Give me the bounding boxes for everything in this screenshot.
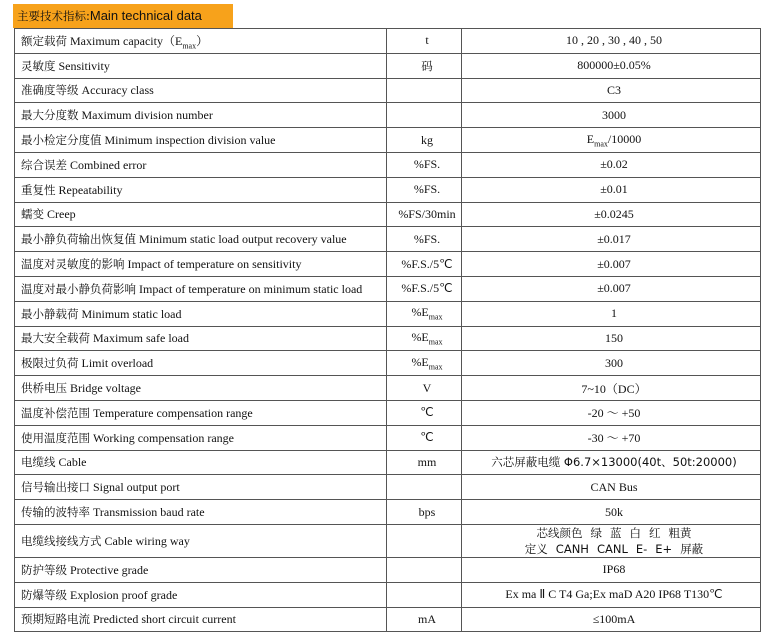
value-text: 六芯屏蔽电缆 Φ6.7×13000(40t、50t:20000) <box>491 455 737 470</box>
parameter-name-en: Cable <box>58 455 87 470</box>
unit-text: %FS/30min <box>398 206 456 221</box>
value-text: ±0.02 <box>600 157 628 172</box>
table-row <box>15 152 761 177</box>
wiring-definition: CANH <box>555 541 589 556</box>
value-cell <box>462 202 761 227</box>
value-text: 3000 <box>602 107 626 122</box>
value-text: -30 ～ +70 <box>587 431 641 446</box>
unit-cell <box>387 301 462 326</box>
parameter-name-cell <box>15 53 387 78</box>
unit-cell <box>387 376 462 401</box>
parameter-name-cell <box>15 152 387 177</box>
unit-text: %FS. <box>413 231 441 246</box>
value-text: 50k <box>605 504 623 519</box>
parameter-name-cell <box>15 425 387 450</box>
value-text: 300 <box>605 355 623 370</box>
unit-text: mm <box>417 454 437 469</box>
parameter-name-cell <box>15 582 387 607</box>
section-title-en: Main technical data <box>89 8 202 23</box>
table-row <box>15 276 761 301</box>
value-cell <box>462 450 761 475</box>
table-row <box>15 351 761 376</box>
value-cell <box>462 29 761 54</box>
parameter-name-en: Accuracy class <box>81 83 154 98</box>
parameter-name-en: Maximum capacity（E <box>70 33 183 48</box>
unit-cell <box>387 152 462 177</box>
value-text: ±0.007 <box>597 281 631 296</box>
parameter-name-en: Cable wiring way <box>104 533 190 548</box>
parameter-name-en: Signal output port <box>93 480 180 495</box>
unit-cell <box>387 103 462 128</box>
unit-text: %F.S./5℃ <box>401 256 453 271</box>
unit-cell <box>387 252 462 277</box>
parameter-name-cn: 准确度等级 <box>21 83 79 98</box>
parameter-name-cell <box>15 326 387 351</box>
table-row <box>15 450 761 475</box>
table-row <box>15 400 761 425</box>
value-text: ±0.0245 <box>594 206 634 221</box>
value-cell <box>462 276 761 301</box>
table-row <box>15 227 761 252</box>
parameter-name-en: Limit overload <box>81 356 154 371</box>
value-text: ±0.017 <box>597 231 631 246</box>
unit-cell <box>387 607 462 632</box>
value-text: IP68 <box>602 562 626 577</box>
spec-table-body <box>15 29 761 632</box>
parameter-name-cn: 温度对最小静负荷影响 <box>21 281 136 296</box>
table-row <box>15 425 761 450</box>
section-title <box>13 4 233 28</box>
parameter-name-cn: 使用温度范围 <box>21 430 90 445</box>
parameter-name-cn: 最小静载荷 <box>21 306 79 321</box>
parameter-name-cn: 重复性 <box>21 182 56 197</box>
wiring-definition-row <box>468 541 760 557</box>
wiring-color: 红 <box>649 525 661 540</box>
wiring-color: 芯线颜色 <box>536 525 583 540</box>
value-text: ≤100mA <box>592 611 636 626</box>
value-cell <box>462 376 761 401</box>
unit-sub: max <box>428 337 443 347</box>
unit-cell <box>387 326 462 351</box>
parameter-name-en: Bridge voltage <box>70 381 141 396</box>
value-text-tail: /10000 <box>607 131 642 146</box>
parameter-name-cn: 综合误差 <box>21 157 67 172</box>
table-row <box>15 128 761 153</box>
wiring-color: 绿 <box>590 525 602 540</box>
unit-text: ℃ <box>420 405 434 420</box>
unit-cell <box>387 227 462 252</box>
value-cell <box>462 53 761 78</box>
value-cell <box>462 400 761 425</box>
value-cell <box>462 351 761 376</box>
parameter-name-en: Maximum division number <box>81 108 213 123</box>
value-cell <box>462 227 761 252</box>
parameter-name-cell <box>15 177 387 202</box>
value-text: -20 ～ +50 <box>587 406 641 421</box>
unit-cell <box>387 202 462 227</box>
unit-cell <box>387 400 462 425</box>
wiring-definition: E+ <box>655 541 673 556</box>
spec-table <box>14 28 761 632</box>
value-cell <box>462 103 761 128</box>
wiring-definition: CANL <box>596 541 628 556</box>
unit-cell <box>387 425 462 450</box>
parameter-name-cn: 极限过负荷 <box>21 356 79 371</box>
unit-text: 码 <box>421 58 433 73</box>
unit-cell <box>387 582 462 607</box>
parameter-name-en: Minimum static load <box>81 306 182 321</box>
value-text: 7~10（DC） <box>581 381 647 396</box>
value-cell <box>462 425 761 450</box>
unit-text: bps <box>418 504 436 519</box>
parameter-name-cn: 最大分度数 <box>21 108 79 123</box>
parameter-name-cell <box>15 276 387 301</box>
unit-text: ℃ <box>420 430 434 445</box>
parameter-name-en: Combined error <box>70 157 147 172</box>
table-row <box>15 177 761 202</box>
unit-cell <box>387 524 462 557</box>
parameter-name-cn: 电缆线接线方式 <box>21 533 102 548</box>
parameter-name-en: Working compensation range <box>93 430 234 445</box>
parameter-name-cell <box>15 301 387 326</box>
parameter-name-cell <box>15 252 387 277</box>
table-row <box>15 326 761 351</box>
parameter-name-cn: 蠕变 <box>21 207 44 222</box>
unit-text: %F.S./5℃ <box>401 281 453 296</box>
value-cell <box>462 177 761 202</box>
table-row <box>15 475 761 500</box>
value-text: CAN Bus <box>590 479 638 494</box>
value-cell <box>462 128 761 153</box>
unit-cell <box>387 351 462 376</box>
unit-text: kg <box>421 132 433 147</box>
value-sub: max <box>594 139 608 149</box>
parameter-name-en: Temperature compensation range <box>93 405 253 420</box>
table-row <box>15 607 761 632</box>
parameter-name-cell <box>15 376 387 401</box>
value-cell <box>462 607 761 632</box>
parameter-name-en: Predicted short circuit current <box>93 612 236 627</box>
parameter-name-en: Sensitivity <box>58 58 110 73</box>
table-row <box>15 53 761 78</box>
table-row <box>15 252 761 277</box>
value-text: 1 <box>611 306 617 321</box>
unit-text: %FS. <box>413 157 441 172</box>
unit-text: mA <box>418 611 436 626</box>
unit-sub: max <box>428 312 443 322</box>
unit-cell <box>387 78 462 103</box>
parameter-name-sub: max <box>182 41 197 51</box>
unit-sub: max <box>428 362 443 372</box>
parameter-name-cn: 预期短路电流 <box>21 612 90 627</box>
parameter-name-cell <box>15 524 387 557</box>
parameter-name-cn: 电缆线 <box>21 455 56 470</box>
parameter-name-en: Explosion proof grade <box>70 587 178 602</box>
parameter-name-en: Impact of temperature on minimum static load <box>139 281 363 296</box>
parameter-name-cell <box>15 103 387 128</box>
parameter-name-cn: 最小静负荷输出恢复值 <box>21 232 136 247</box>
value-text: C3 <box>606 82 621 97</box>
parameter-name-cell <box>15 351 387 376</box>
parameter-name-tail: ） <box>196 33 209 48</box>
unit-text: %E <box>411 305 429 320</box>
table-row <box>15 301 761 326</box>
value-cell <box>462 326 761 351</box>
value-cell <box>462 582 761 607</box>
parameter-name-cn: 防护等级 <box>21 562 67 577</box>
parameter-name-cn: 防爆等级 <box>21 587 67 602</box>
unit-cell <box>387 557 462 582</box>
value-cell <box>462 301 761 326</box>
parameter-name-en: Transmission baud rate <box>93 505 205 520</box>
parameter-name-cell <box>15 450 387 475</box>
section-title-cn: 主要技术指标: <box>17 9 90 23</box>
parameter-name-cn: 温度对灵敏度的影响 <box>21 257 125 272</box>
parameter-name-en: Minimum static load output recovery value <box>139 232 347 247</box>
table-row <box>15 557 761 582</box>
wiring-color: 白 <box>629 525 641 540</box>
value-text: 800000±0.05% <box>577 58 651 73</box>
parameter-name-cn: 最大安全载荷 <box>21 331 90 346</box>
unit-text: %E <box>411 330 429 345</box>
wiring-color-row <box>468 525 760 541</box>
parameter-name-cell <box>15 607 387 632</box>
unit-cell <box>387 276 462 301</box>
parameter-name-cn: 传输的波特率 <box>21 505 90 520</box>
parameter-name-cn: 供桥电压 <box>21 381 67 396</box>
parameter-name-cn: 最小检定分度值 <box>21 133 102 148</box>
unit-text: t <box>425 33 429 48</box>
parameter-name-en: Minimum inspection division value <box>104 133 276 148</box>
parameter-name-cell <box>15 202 387 227</box>
table-row <box>15 29 761 54</box>
parameter-name-en: Repeatability <box>58 182 123 197</box>
unit-text: %E <box>411 355 429 370</box>
table-row <box>15 376 761 401</box>
wiring-color: 蓝 <box>610 525 622 540</box>
table-row <box>15 78 761 103</box>
value-text: Ex ma Ⅱ C T4 Ga;Ex maD A20 IP68 T130℃ <box>505 587 723 602</box>
wiring-definition: E- <box>635 541 648 556</box>
table-row <box>15 202 761 227</box>
parameter-name-cell <box>15 128 387 153</box>
unit-cell <box>387 500 462 525</box>
parameter-name-cell <box>15 557 387 582</box>
parameter-name-cn: 温度补偿范围 <box>21 405 90 420</box>
value-cell <box>462 557 761 582</box>
unit-text: %FS. <box>413 182 441 197</box>
value-text: E <box>586 131 595 146</box>
parameter-name-cn: 灵敏度 <box>21 58 56 73</box>
wiring-color: 粗黄 <box>668 525 692 540</box>
parameter-name-cell <box>15 227 387 252</box>
parameter-name-cn: 额定载荷 <box>21 33 67 48</box>
value-cell <box>462 500 761 525</box>
unit-cell <box>387 29 462 54</box>
value-cell <box>462 524 761 557</box>
parameter-name-cell <box>15 500 387 525</box>
parameter-name-en: Creep <box>47 207 76 222</box>
table-row <box>15 524 761 557</box>
parameter-name-cell <box>15 78 387 103</box>
parameter-name-cell <box>15 400 387 425</box>
table-row <box>15 500 761 525</box>
unit-text: V <box>422 380 432 395</box>
parameter-name-en: Maximum safe load <box>93 331 189 346</box>
wiring-definition: 屏蔽 <box>680 541 704 556</box>
parameter-name-en: Protective grade <box>70 562 149 577</box>
table-row <box>15 103 761 128</box>
unit-cell <box>387 450 462 475</box>
parameter-name-cell <box>15 475 387 500</box>
parameter-name-cell <box>15 29 387 54</box>
unit-cell <box>387 53 462 78</box>
value-text: ±0.01 <box>600 182 628 197</box>
value-cell <box>462 152 761 177</box>
value-text: 10 , 20 , 30 , 40 , 50 <box>566 33 662 48</box>
unit-cell <box>387 177 462 202</box>
value-cell <box>462 78 761 103</box>
unit-cell <box>387 128 462 153</box>
parameter-name-cn: 信号输出接口 <box>21 480 90 495</box>
value-cell <box>462 475 761 500</box>
value-text: ±0.007 <box>597 256 631 271</box>
value-cell <box>462 252 761 277</box>
unit-cell <box>387 475 462 500</box>
parameter-name-en: Impact of temperature on sensitivity <box>127 257 302 272</box>
value-text: 150 <box>605 330 623 345</box>
table-row <box>15 582 761 607</box>
wiring-definition: 定义 <box>524 541 548 556</box>
